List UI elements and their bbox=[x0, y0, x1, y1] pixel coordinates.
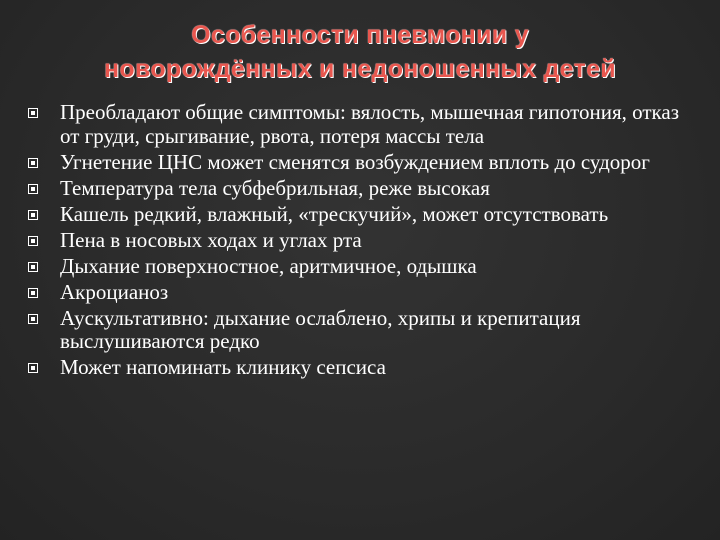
square-bullet-icon bbox=[28, 363, 38, 373]
list-item-text: Пена в носовых ходах и углах рта bbox=[60, 227, 362, 252]
list-item-text: Может напоминать клинику сепсиса bbox=[60, 355, 386, 379]
square-bullet-icon bbox=[28, 184, 38, 194]
list-item-text: Преобладают общие симптомы: вялость, мышечная гипотония, отказ от груди, срыгивание, рвота, потеря массы тела bbox=[60, 100, 680, 148]
list-item bbox=[0, 356, 720, 380]
list-item bbox=[0, 101, 720, 148]
list-item bbox=[0, 151, 720, 175]
list-item-text: Температура тела субфебрильная, реже высокая bbox=[60, 175, 490, 200]
list-item-text: Дыхание поверхностное, аритмичное, одышка bbox=[60, 253, 477, 278]
title-line-2: новорождённых и недоношенных детей bbox=[104, 55, 616, 83]
square-bullet-icon bbox=[28, 158, 38, 168]
title-line-1: Особенности пневмонии у bbox=[191, 21, 529, 49]
slide-title bbox=[0, 18, 720, 86]
square-bullet-icon bbox=[28, 210, 38, 220]
list-item bbox=[0, 307, 720, 354]
square-bullet-icon bbox=[28, 108, 38, 118]
square-bullet-icon bbox=[28, 288, 38, 298]
list-item-text: Кашель редкий, влажный, «трескучий», может отсутствовать bbox=[60, 201, 609, 226]
list-item-text: Акроцианоз bbox=[60, 279, 169, 304]
bullet-list bbox=[0, 101, 720, 380]
list-item-text: Аускультативно: дыхание ослаблено, хрипы и крепитация выслушиваются редко bbox=[60, 305, 581, 353]
square-bullet-icon bbox=[28, 262, 38, 272]
list-item bbox=[0, 281, 720, 305]
square-bullet-icon bbox=[28, 236, 38, 246]
square-bullet-icon bbox=[28, 314, 38, 324]
list-item bbox=[0, 177, 720, 201]
list-item bbox=[0, 229, 720, 253]
list-item bbox=[0, 255, 720, 279]
list-item-text: Угнетение ЦНС может сменятся возбуждением вплоть до судорог bbox=[60, 149, 650, 174]
list-item bbox=[0, 203, 720, 227]
